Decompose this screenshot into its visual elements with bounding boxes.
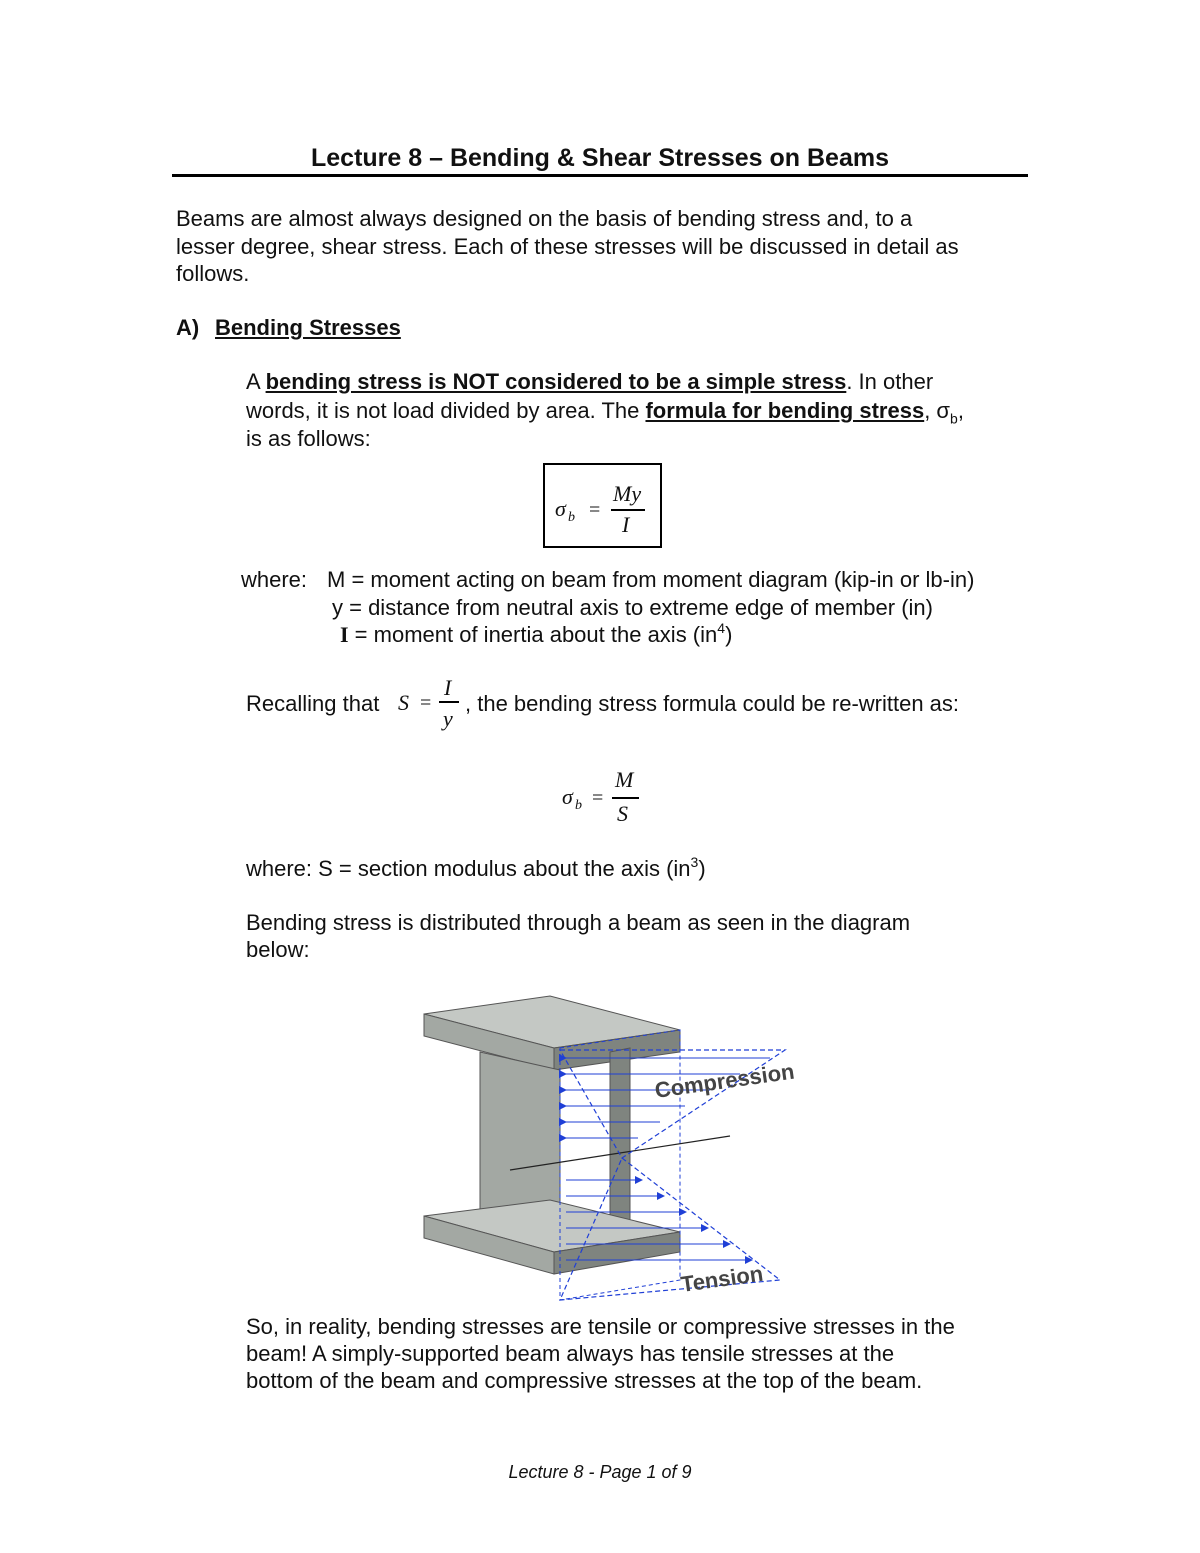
where1-y-line: y = distance from neutral axis to extreme edge of member (in) <box>332 595 933 620</box>
para1-sigma-sub: b <box>950 410 958 427</box>
recall-fraction-bar <box>439 701 459 703</box>
where1-label: where: <box>241 567 308 592</box>
formula2-lhs-sub: b <box>575 798 582 813</box>
section-a-label: A) <box>176 315 200 340</box>
para1-line2-bold: formula for bending stress <box>645 398 925 423</box>
where2-line <box>246 855 706 882</box>
recall-den: y <box>443 706 453 731</box>
para1-line1-post: . In other <box>846 369 934 394</box>
conclusion-line-1: So, in reality, bending stresses are tensile or compressive stresses in the <box>246 1314 955 1339</box>
para1-line-3: is as follows: <box>246 426 371 451</box>
conclusion-line-3: bottom of the beam and compressive stresses at the top of the beam. <box>246 1368 923 1393</box>
formula1-lhs: σ <box>555 496 566 521</box>
dist-line-2: below: <box>246 937 310 962</box>
section-a-heading: Bending Stresses <box>215 315 401 340</box>
para1-line2-post: , σ <box>924 398 951 423</box>
dist-line-1: Bending stress is distributed through a beam as seen in the diagram <box>246 910 911 935</box>
para1-line2-end: , <box>957 398 964 423</box>
formula1-lhs-sub: b <box>568 510 575 525</box>
compression-label: Compression <box>653 1058 796 1103</box>
formula1-den: I <box>622 512 630 537</box>
title-rule <box>172 174 1028 177</box>
para1-line1-bold: bending stress is NOT considered to be a simple stress <box>265 369 847 394</box>
where1-i-exp: 4 <box>717 620 726 636</box>
where1-i-text: = moment of inertia about the axis (in <box>348 622 718 647</box>
where2-end: ) <box>698 856 706 881</box>
beam-bottom-flange <box>424 1200 680 1274</box>
bending-stress-formula-box <box>543 463 662 548</box>
page-title: Lecture 8 – Bending & Shear Stresses on Beams <box>311 144 889 172</box>
beam-stress-diagram <box>410 990 800 1310</box>
intro-line-1: Beams are almost always designed on the basis of bending stress and, to a <box>176 206 913 231</box>
recall-eq: = <box>420 692 432 714</box>
tension-label: Tension <box>679 1260 765 1297</box>
recall-num: I <box>444 675 452 700</box>
where1-m-line: M = moment acting on beam from moment diagram (kip-in or lb-in) <box>327 567 975 592</box>
where1-i-line <box>340 621 732 648</box>
formula1-fraction-bar <box>611 509 645 511</box>
page-footer: Lecture 8 - Page 1 of 9 <box>508 1462 692 1482</box>
para1-line2-pre: words, it is not load divided by area. The <box>246 398 646 423</box>
para1-line-1 <box>246 368 933 395</box>
formula1-eq: = <box>589 499 601 521</box>
where2-text: where: S = section modulus about the axis (in <box>246 856 691 881</box>
recall-s: S <box>398 690 409 715</box>
formula2-eq: = <box>592 787 604 809</box>
formula2-lhs: σ <box>562 784 573 809</box>
para1-line1-pre: A <box>246 369 266 394</box>
intro-line-2: lesser degree, shear stress. Each of these stresses will be discussed in detail as <box>176 234 959 259</box>
formula2-fraction-bar <box>612 797 639 799</box>
recall-post: , the bending stress formula could be re-written as: <box>465 691 960 716</box>
formula2-num: M <box>615 767 634 792</box>
where2-exp: 3 <box>690 854 699 870</box>
formula1-num: My <box>613 481 642 506</box>
beam-top-flange <box>424 996 680 1070</box>
intro-line-3: follows. <box>176 261 250 286</box>
where1-i-end: ) <box>725 622 733 647</box>
conclusion-line-2: beam! A simply-supported beam always has tensile stresses at the <box>246 1341 895 1366</box>
recall-pre: Recalling that <box>246 691 380 716</box>
where1-i-symbol: I <box>340 622 349 647</box>
formula2-den: S <box>617 801 628 826</box>
